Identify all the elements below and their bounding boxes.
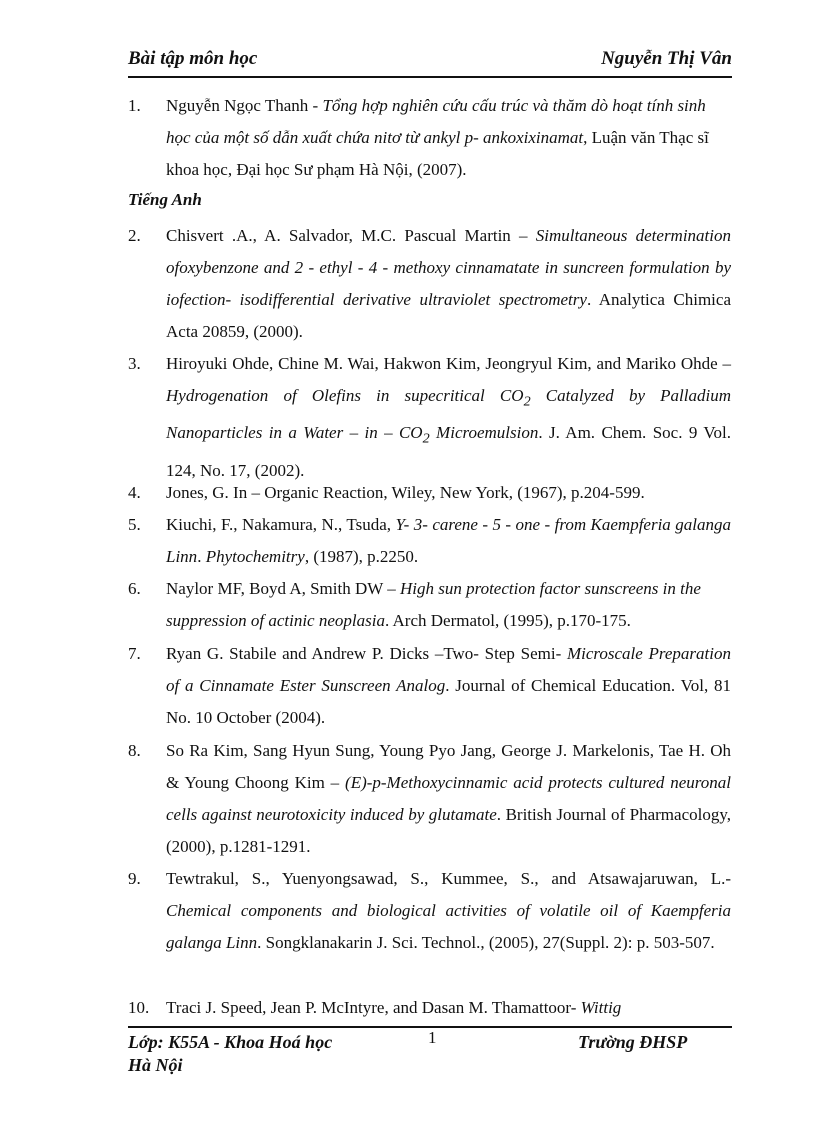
header-author-name: Nguyễn Thị Vân xyxy=(601,48,732,69)
reference-number: 8. xyxy=(128,741,141,760)
reference-title: Y- 3- carene - 5 - one - from Kaempferia galanga Linn xyxy=(166,515,731,566)
reference-item xyxy=(128,735,731,863)
reference-title: Chemical components and biological activities of volatile oil of Kaempferia galanga Linn xyxy=(166,901,731,952)
reference-text: Jones, G. In – Organic Reaction, Wiley, New York, (1967), p.204-599. xyxy=(166,483,645,502)
reference-number: 9. xyxy=(128,869,141,888)
reference-number: 7. xyxy=(128,644,141,663)
reference-title: Tổng hợp nghiên cứu cấu trúc và thăm dò hoạt tính sinh học của một số dẫn xuất chứa nitơ từ ankyl p- ankoxixinamat xyxy=(166,96,706,147)
reference-text: Tewtrakul, S., Yuenyongsawad, S., Kummee, S., and Atsawajaruwan, L.- Chemical components and biological activities of volatile oil of Kaempferia galanga Linn. Songklanakarin J. Sci. Technol., (2005), 27(Suppl. 2): p. 503-507. xyxy=(166,869,731,952)
reference-item xyxy=(128,220,731,348)
page-header xyxy=(128,48,732,78)
footer-city: Hà Nội xyxy=(128,1055,183,1075)
reference-text: Traci J. Speed, Jean P. McIntyre, and Dasan M. Thamattoor- Wittig xyxy=(166,998,622,1017)
reference-number: 10. xyxy=(128,998,150,1017)
reference-item xyxy=(128,509,731,573)
section-heading: Tiếng Anh xyxy=(128,190,202,209)
footer-university: Trường ĐHSP xyxy=(578,1032,688,1052)
reference-text: Naylor MF, Boyd A, Smith DW – High sun protection factor sunscreens in the suppression of actinic neoplasia. Arch Dermatol, (1995), p.170-175. xyxy=(166,579,701,630)
reference-item xyxy=(128,348,731,487)
reference-title: Hydrogenation of Olefins in supecritical $CO_2$ Catalyzed by Palladium Nanoparticles in a Water – in – $CO_2$ Microemulsion xyxy=(166,386,732,447)
reference-title: Simultaneous determination ofoxybenzone and 2 - ethyl - 4 - methoxy cinnamatate in suncreen formulation by iofection- isodifferential derivative ultraviolet spectrometry xyxy=(166,226,732,309)
footer-class-name: Lớp: K55A - Khoa Hoá học xyxy=(128,1032,333,1052)
reference-number: 1. xyxy=(128,96,141,115)
reference-title: (E)-p-Methoxycinnamic acid protects cultured neuronal cells against neurotoxicity induced by glutamate xyxy=(166,773,732,824)
reference-text: Kiuchi, F., Nakamura, N., Tsuda, Y- 3- carene - 5 - one - from Kaempferia galanga Linn. Phytochemitry, (1987), p.2250. xyxy=(166,515,731,566)
reference-text: Hiroyuki Ohde, Chine M. Wai, Hakwon Kim, Jeongryul Kim, and Mariko Ohde – Hydrogenation of Olefins in supecritical $CO_2$ Catalyzed by Palladium Nanoparticles in a Water – in – $CO_2$ Microemulsion. J. Am. Chem. Soc. 9 Vol. 124, No. 17, (2002). xyxy=(166,354,732,480)
reference-text: So Ra Kim, Sang Hyun Sung, Young Pyo Jang, George J. Markelonis, Tae H. Oh & Young Choong Kim – (E)-p-Methoxycinnamic acid protects cultured neuronal cells against neurotoxicity induced by glutamate. British Journal of Pharmacology, (2000), p.1281-1291. xyxy=(166,741,732,856)
reference-number: 3. xyxy=(128,354,141,373)
reference-item xyxy=(128,992,731,1024)
reference-item xyxy=(128,477,731,509)
header-course-title: Bài tập môn học xyxy=(128,48,258,69)
reference-number: 6. xyxy=(128,579,141,598)
reference-item xyxy=(128,573,731,637)
reference-text: Ryan G. Stabile and Andrew P. Dicks –Two- Step Semi- Microscale Preparation of a Cinnamate Ester Sunscreen Analog. Journal of Chemical Education. Vol, 81 No. 10 October (2004). xyxy=(166,644,731,727)
reference-item xyxy=(128,863,731,959)
page-number: 1 xyxy=(428,1028,437,1047)
reference-number: 5. xyxy=(128,515,141,534)
reference-journal: Phytochemitry xyxy=(205,547,305,566)
reference-item xyxy=(128,90,731,186)
reference-title: Microscale Preparation of a Cinnamate Ester Sunscreen Analog xyxy=(166,644,731,695)
reference-text: Chisvert .A., A. Salvador, M.C. Pascual Martin – Simultaneous determination ofoxybenzone and 2 - ethyl - 4 - methoxy cinnamatate in suncreen formulation by iofection- isodifferential derivative ultraviolet spectrometry. Analytica Chimica Acta 20859, (2000). xyxy=(166,226,732,341)
reference-title: High sun protection factor sunscreens in the suppression of actinic neoplasia xyxy=(166,579,701,630)
reference-title: Wittig xyxy=(580,998,622,1017)
reference-text: Nguyễn Ngọc Thanh - Tổng hợp nghiên cứu cấu trúc và thăm dò hoạt tính sinh học của một số dẫn xuất chứa nitơ từ ankyl p- ankoxixinamat, Luận văn Thạc sĩ khoa học, Đại học Sư phạm Hà Nội, (2007). xyxy=(166,96,709,179)
reference-number: 2. xyxy=(128,226,141,245)
reference-number: 4. xyxy=(128,483,141,502)
reference-item xyxy=(128,638,731,734)
